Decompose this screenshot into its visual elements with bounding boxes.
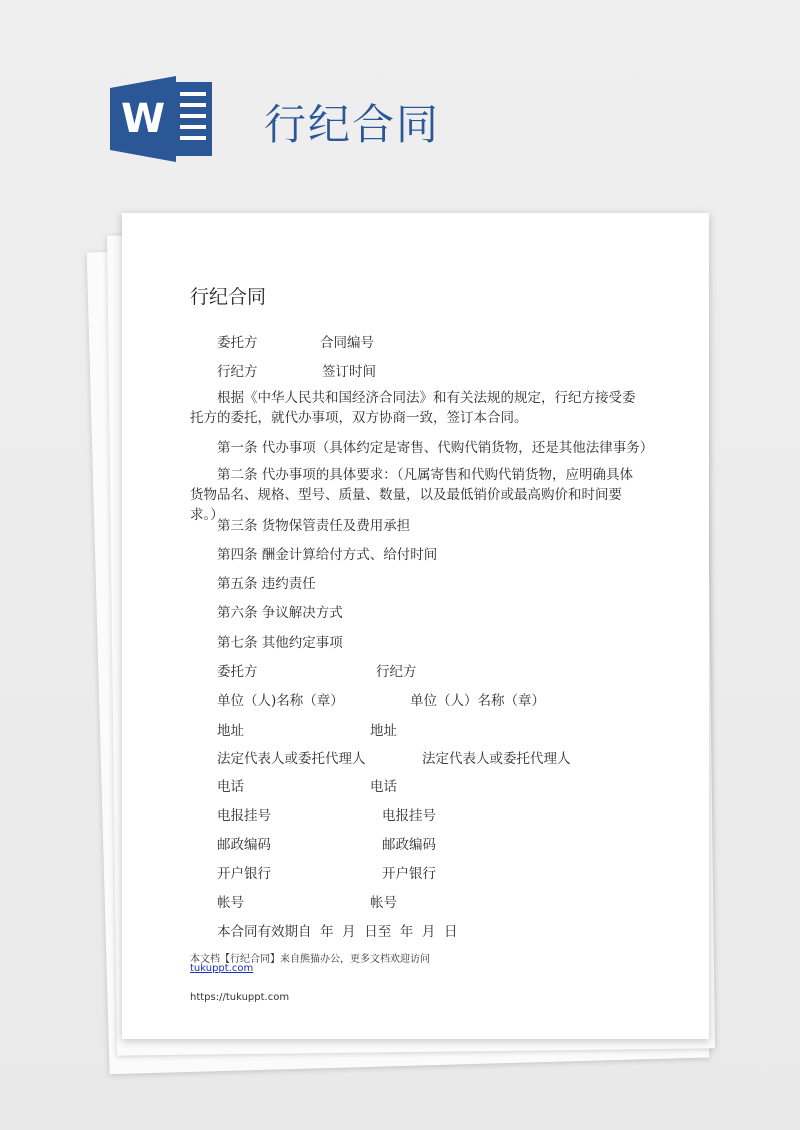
signature-right: 法定代表人或委托代理人: [422, 751, 571, 767]
page-title: 行纪合同: [264, 100, 441, 149]
footer-url: https://tukuppt.com: [190, 992, 290, 1003]
contract-number-label: 合同编号: [320, 335, 374, 351]
word-logo-icon: [110, 76, 214, 162]
signature-left: 法定代表人或委托代理人: [217, 751, 366, 767]
intro-paragraph: 根据《中华人民共和国经济合同法》和有关法规的规定，行纪方接受委托方的委托，就代办事项，双方协商一致，签订本合同。: [190, 390, 636, 426]
footer-note: 本文档【行纪合同】来自熊猫办公，更多文档欢迎访问: [190, 954, 430, 965]
signature-left: 邮政编码: [217, 837, 271, 853]
signature-left: 开户银行: [217, 866, 271, 882]
signature-left: 电报挂号: [217, 808, 271, 824]
article-6: 第六条 争议解决方式: [217, 605, 343, 621]
party-principal-label: 委托方: [217, 335, 258, 351]
signature-left: 地址: [217, 723, 244, 739]
signature-right: 电话: [370, 779, 397, 795]
validity-line: 本合同有效期自 年 月 日至 年 月 日: [217, 924, 458, 940]
signature-right: 帐号: [370, 895, 397, 911]
document-title: 行纪合同: [190, 286, 267, 308]
article-4: 第四条 酬金计算给付方式、给付时间: [217, 547, 438, 563]
signature-right: 电报挂号: [382, 808, 436, 824]
signature-left: 委托方: [217, 664, 258, 680]
logo-letter: W: [120, 96, 166, 142]
signature-right: 开户银行: [382, 866, 436, 882]
signature-left: 帐号: [217, 895, 244, 911]
signature-right: 邮政编码: [382, 837, 436, 853]
signature-right: 单位（人）名称（章）: [410, 693, 545, 709]
footer-link[interactable]: tukuppt.com: [190, 963, 254, 974]
article-7: 第七条 其他约定事项: [217, 635, 343, 651]
signature-left: 电话: [217, 779, 244, 795]
article-2: 第二条 代办事项的具体要求：（凡属寄售和代购代销货物，应明确具体货物品名、规格、型号、质量、数量，以及最低销价或最高购价和时间要求。）: [190, 467, 634, 523]
article-3: 第三条 货物保管责任及费用承担: [217, 518, 411, 534]
signature-right: 地址: [370, 723, 397, 739]
signature-left: 单位（人)名称（章）: [217, 693, 344, 709]
party-broker-label: 行纪方: [217, 364, 258, 380]
document-page: [122, 213, 709, 1039]
signing-date-label: 签订时间: [322, 364, 376, 380]
article-1: 第一条 代办事项（具体约定是寄售、代购代销货物，还是其他法律事务）: [217, 440, 654, 456]
signature-right: 行纪方: [376, 664, 417, 680]
article-5: 第五条 违约责任: [217, 576, 316, 592]
